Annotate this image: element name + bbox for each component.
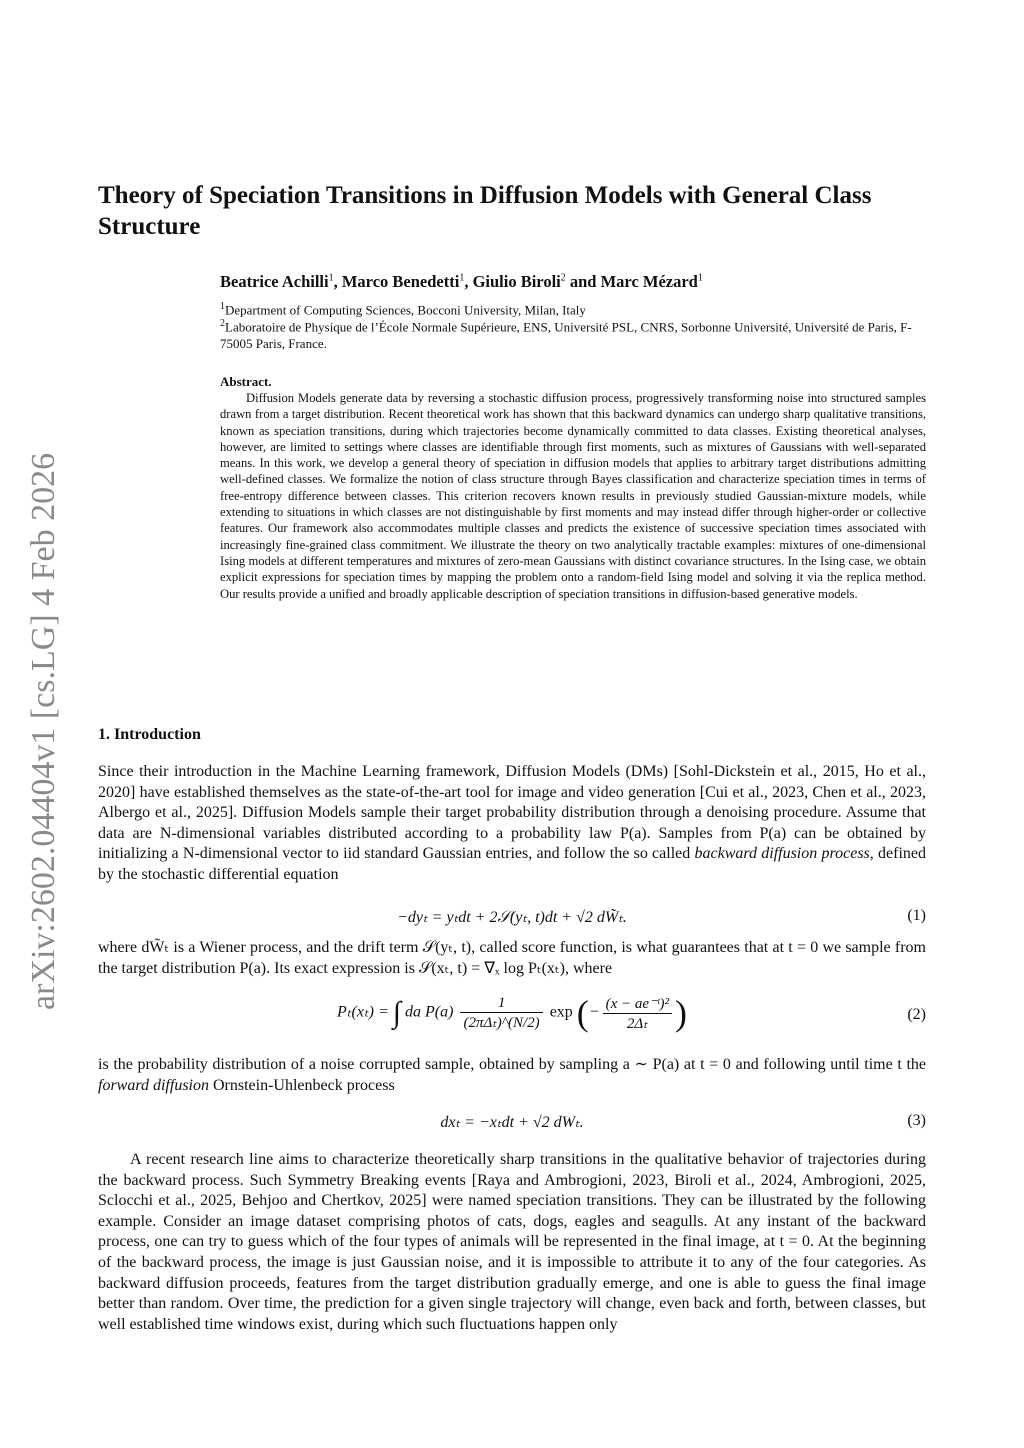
author-name: Beatrice Achilli: [220, 272, 329, 291]
emphasis-text: forward diffusion: [98, 1076, 209, 1094]
fraction-numerator: 1: [460, 995, 542, 1013]
exp-function: exp: [549, 1003, 573, 1021]
equation-2: Pₜ(xₜ) = ∫ da P(a) $\frac{1}{\text{(2πΔₜ)\textasciicircum{}(N/2)}}$ exp (− $\frac{\text{(x − ae⁻ᵗ)²}}{\text{2Δₜ}}$ ) (2): [337, 993, 926, 1033]
equation-number: (1): [907, 907, 926, 924]
fraction-denominator: (2πΔₜ)^(N/2): [463, 1014, 540, 1031]
equation-number: (3): [907, 1112, 926, 1129]
fraction-normalization: [460, 995, 542, 1032]
paragraph-text: Ornstein-Uhlenbeck process: [208, 1076, 395, 1094]
affiliation-mark: 2: [220, 318, 225, 329]
author-name: Giulio Biroli: [472, 272, 561, 291]
equation-body: −dyₜ = yₜdt + 2𝒮(yₜ, t)dt + √2 dW̃ₜ.: [397, 909, 627, 926]
affiliation-mark: 1: [220, 301, 225, 312]
author-name: Marc Mézard: [600, 272, 698, 291]
abstract-body: Diffusion Models generate data by reversing a stochastic diffusion process, progressively transforming noise into structured samples drawn from a target distribution. Recent theoretical work has shown that this backward dynamics can undergo sharp qualitative transitions, known as speciation transitions, during which trajectories become dynamically committed to data classes. Existing theoretical analyses, however, are limited to settings where classes are identifiable through first moments, such as mixtures of Gaussians with well-separated means. In this work, we develop a general theory of speciation in diffusion models that applies to arbitrary target distributions admitting well-defined classes. We formalize the notion of class structure through Bayes classification and characterize speciation times in terms of free-entropy difference between classes. This criterion recovers known results in previously studied Gaussian-mixture models, while extending to situations in which classes are not distinguishable by first moments and may instead differ through higher-order or collective features. Our framework also accommodates multiple classes and predicts the existence of successive speciation times associated with increasingly fine-grained class commitment. We illustrate the theory on two analytically tractable examples: mixtures of one-dimensional Ising models at different temperatures and mixtures of zero-mean Gaussians with distinct covariance structures. In the Ising case, we obtain explicit expressions for speciation times by mapping the problem onto a random-field Ising model and solving it via the replica method. Our results provide a unified and broadly applicable description of speciation transitions in diffusion-based generative models.: [220, 391, 926, 601]
abstract-heading: Abstract.: [220, 374, 272, 389]
arxiv-identifier-stamp: arXiv:2602.04404v1 [cs.LG] 4 Feb 2026: [25, 452, 62, 1010]
intro-paragraph-4: A recent research line aims to characterize theoretically sharp transitions in the qualitative behavior of trajectories during the backward process. Such Symmetry Breaking events [Raya and Ambrogioni, 2023, Biroli et al., 2024, Ambrogioni, 2025, Sclocchi et al., 2025, Behjoo and Chertkov, 2025] were named speciation transitions. They can be illustrated by the following example. Consider an image dataset comprising photos of cats, dogs, eagles and seagulls. At any instant of the backward process, one can try to guess which of the four types of animals will be represented in the final image, at t = 0. At the beginning of the backward process, the image is just Gaussian noise, and it is impossible to attribute it to any of the four categories. As backward diffusion proceeds, features from the target distribution gradually emerge, and one is able to guess the final image better than random. Over time, the prediction for a given single trajectory will change, even back and forth, between classes, but well established time windows exist, during which such fluctuations happen only: [98, 1151, 926, 1333]
intro-paragraph-2: where dW̃ₜ is a Wiener process, and the drift term 𝒮(yₜ, t), called score function, is what guarantees that at t = 0 we sample from the target distribution P(a). Its exact expression is 𝒮(xₜ, t) = ∇ₓ log Pₜ(xₜ), where: [98, 939, 926, 977]
affiliation-text: Department of Computing Sciences, Bocconi University, Milan, Italy: [225, 302, 586, 318]
author-affiliation-mark: 2: [560, 272, 566, 284]
paragraph-text: , defined by the stochastic differential equation: [98, 845, 926, 883]
equation-lhs: Pₜ(xₜ) =: [337, 1003, 389, 1021]
author-list: Beatrice Achilli$^1$, Marco Benedetti$^1$, Giulio Biroli$^2$ and Marc Mézard$^1$: [220, 272, 703, 291]
intro-paragraph-1: [98, 762, 926, 886]
paper-title: Theory of Speciation Transitions in Diffusion Models with General Class Structure: [98, 182, 872, 240]
author-name: Marco Benedetti: [341, 272, 460, 291]
emphasis-text: backward diffusion process: [694, 845, 870, 863]
equation-body: dxₜ = −xₜdt + √2 dWₜ.: [440, 1114, 584, 1131]
fraction-numerator: (x − ae⁻ᵗ)²: [603, 994, 672, 1014]
fraction-exponent: [603, 994, 672, 1033]
integral-sign: ∫: [392, 996, 402, 1029]
equation-integrand: da P(a): [405, 1003, 454, 1021]
author-affiliation-mark: 1: [697, 272, 703, 284]
fraction-denominator: 2Δₜ: [626, 1015, 648, 1032]
left-paren: (: [576, 993, 589, 1033]
paragraph-text: is the probability distribution of a noise corrupted sample, obtained by sampling a ∼ P(a) at t = 0 and following until time t the: [98, 1056, 926, 1073]
affiliation-text: Laboratoire de Physique de l’École Normale Supérieure, ENS, Université PSL, CNRS, Sorbonne Université, Université de Paris, F-75005 Paris, France.: [220, 319, 912, 352]
paragraph-text: Since their introduction in the Machine Learning framework, Diffusion Models (DMs) [Sohl-Dickstein et al., 2015, Ho et al., 2020] have established themselves as the state-of-the-art tool for image and video generation [Cui et al., 2023, Chen et al., 2023, Albergo et al., 2025]. Diffusion Models sample their target probability distribution through a denoising procedure. Assume that data are N-dimensional variables distributed according to a probability law P(a). Samples from P(a) can be obtained by initializing a N-dimensional vector to iid standard Gaussian entries, and follow the so called: [98, 763, 926, 863]
equation-1: [98, 903, 926, 933]
intro-paragraph-3: [98, 1055, 926, 1096]
section-heading-introduction: 1. Introduction: [98, 726, 201, 743]
right-paren: ): [674, 993, 687, 1033]
affiliation-2: [220, 315, 940, 352]
equation-3: [98, 1108, 926, 1138]
equation-number: (2): [907, 1006, 926, 1023]
author-affiliation-mark: 1: [459, 272, 465, 284]
author-affiliation-mark: 1: [328, 272, 334, 284]
